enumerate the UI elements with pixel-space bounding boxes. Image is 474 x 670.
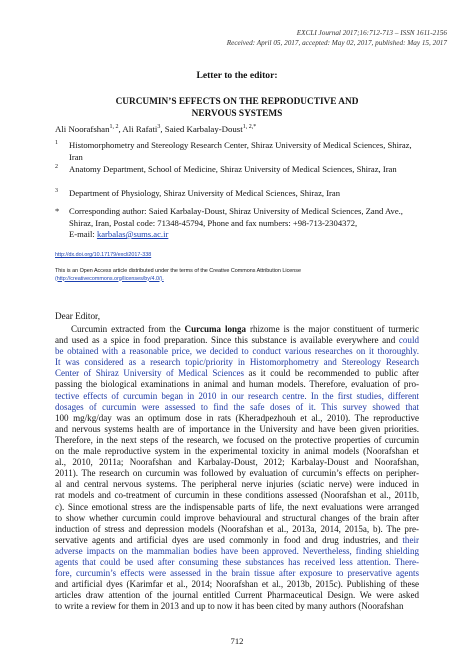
body-text-run: 100 mg/kg/day was an optimum dose in rats (Kheradpezhouh et al., 2010). The reproductive [55, 412, 419, 423]
body-text-run: induction of stress and depression models (Noorafshan et al., 2013a, 2014, 2015a, b). The pre- [55, 523, 419, 534]
body-line [55, 435, 419, 446]
species-name: Curcuma longa [184, 324, 247, 334]
body-line [55, 346, 419, 357]
body-line [55, 446, 419, 457]
author-list [55, 124, 256, 134]
license-link[interactable]: (http://creativecommons.org/licenses/by/4.0/). [55, 275, 164, 282]
body-line [55, 335, 419, 346]
body-text-run: to write a review for them in 2013 and up to now it has been cited by many authors (Noorafshan [55, 601, 404, 612]
body-line [55, 590, 419, 601]
journal-citation: EXCLI Journal 2017;16:712-713 – ISSN 1611-2156 [296, 29, 447, 37]
body-line [55, 557, 419, 568]
body-text-run: c). Since emotional stress are the indispensable parts of life, the next evaluations were arranged [55, 501, 419, 512]
body-text-run: agents that could be used after consuming these substances has received less attention. There- [55, 556, 419, 567]
body-line [55, 579, 419, 590]
body-text-run: Therefore, in the next steps of the research, we focused on the protective properties of curcumin [55, 434, 419, 445]
journal-header [67, 29, 447, 48]
author-affiliation-marker: 3 [157, 124, 161, 131]
author-separator: , [160, 124, 165, 134]
body-text-run: and used as a spice in food preparation. Since this substance is available everywhere and [55, 335, 399, 346]
body-text-run: their [402, 534, 419, 545]
body-line [55, 502, 419, 513]
license-notice [55, 268, 395, 283]
body-line [55, 479, 419, 490]
body-text-run: 2011). The research on curcumin was followed by evaluation of curcumin’s effects on peripher- [55, 468, 419, 479]
affiliation-number: 3 [55, 188, 58, 194]
page-number: 712 [230, 636, 244, 646]
body-text-run: rat models and co-treatment of curcumin in these conditions assessed (Noorafshan et al., 2011b, [55, 490, 419, 501]
letter-body [55, 324, 419, 612]
body-line [55, 490, 419, 501]
title-line-1: CURCUMIN’S EFFECTS ON THE REPRODUCTIVE AND [115, 97, 359, 107]
body-text-run: could [398, 335, 419, 346]
body-text-run: be obtained with a reasonable price, we decided to conduct various researches on it thoroughly. [55, 346, 419, 357]
affiliation-number: 2 [55, 164, 58, 170]
author-name: Ali Rafati [122, 124, 158, 134]
author-name: Saied Karbalay-Doust [164, 124, 243, 134]
body-line [55, 568, 419, 579]
license-text: This is an Open Access article distributed under the terms of the Creative Commons Attribution License [55, 268, 301, 274]
body-line [55, 391, 419, 402]
correspondence-marker: * [55, 206, 60, 216]
body-text-run: al., 2010, 2011a; Noorafshan and Karbalay-Doust, 2012; Karbalay-Doust and Noorafshan, [55, 457, 419, 468]
body-line [55, 402, 419, 413]
author-name: Ali Noorafshan [55, 124, 110, 134]
body-text-run: dosages of curcumin were assessed to find the safe doses of it. This survey showed that [55, 401, 419, 412]
salutation: Dear Editor, [55, 311, 101, 321]
body-line [55, 546, 419, 557]
body-text-run: passing the biological examinations in animal and human models. Therefore, evaluation of pro- [55, 379, 419, 390]
body-text-run: to show whether curcumin could improve behavioural and structural changes of the brain after [55, 512, 419, 523]
email-label: E-mail: [69, 229, 95, 239]
body-text-run: on the male reproductive system in the experimental toxicity in animal models (Noorafshan et [55, 446, 419, 457]
body-text-run: al and central nervous systems. The peripheral nerve injuries (sciatic nerve) were induced in [55, 479, 419, 490]
letter-heading: Letter to the editor: [196, 70, 278, 81]
body-line [55, 324, 419, 335]
body-line [55, 535, 419, 546]
body-text-run: adverse impacts on the mammalian bodies have been approved. Nevertheless, finding shielding [55, 545, 419, 556]
body-text-run: Curcumin extracted from the [71, 324, 185, 334]
author-affiliation-marker: 1, 2,* [242, 124, 257, 131]
author-separator: , [118, 124, 123, 134]
journal-dates: Received: April 05, 2017, accepted: May 02, 2017, published: May 15, 2017 [226, 38, 447, 47]
author-affiliation-marker: 1, 2 [109, 124, 119, 131]
body-text-run: fore, curcumin’s effects were assessed in the brain tissue after exposure to preservative agents [55, 568, 419, 579]
title-line-2: NERVOUS SYSTEMS [191, 109, 283, 119]
doi-link[interactable]: http://dx.doi.org/10.17179/excli2017-338 [55, 252, 152, 258]
body-line [55, 524, 419, 535]
body-line [55, 457, 419, 468]
affiliation-text: Histomorphometry and Stereology Research Center, Shiraz University of Medical Sciences, Shiraz, Iran [69, 140, 412, 162]
correspondence-block [69, 206, 419, 241]
correspondence-text: Corresponding author: Saied Karbalay-Doust, Shiraz University of Medical Sciences, Zand Ave., Shiraz, Iran, Postal code: 71348-45794, Phone and fax numbers: +98-713-2304372, [69, 206, 403, 228]
body-line [55, 601, 419, 612]
affiliation-text: Department of Physiology, Shiraz University of Medical Sciences, Shiraz, Iran [69, 188, 341, 198]
article-title [60, 96, 414, 120]
affiliation-number: 1 [55, 140, 58, 146]
body-line [55, 379, 419, 390]
body-text-run: servative agents and artificial dyes are used commonly in food and drug industries, and [55, 534, 403, 545]
body-line [55, 424, 419, 435]
body-line [55, 357, 419, 368]
body-text-run: It was considered as a research topic/priority in Histomorphometry and Stereology Research [55, 357, 419, 368]
body-line [55, 368, 419, 379]
body-text-run: rhizome is the major constituent of turmeric [246, 324, 419, 334]
body-text-run: and artificial dyes (Karimfar et al., 2014; Noorafshan et al., 2013b, 2015c). Publishing of these [55, 579, 419, 590]
body-line [55, 413, 419, 424]
body-line [55, 513, 419, 524]
body-text-run: Center of Shiraz University of Medical Sciences [55, 368, 245, 379]
body-text-run: articles draw attention of the journal entitled Current Pharmaceutical Design. We were asked [55, 590, 419, 601]
affiliation-text: Anatomy Department, School of Medicine, Shiraz University of Medical Sciences, Shiraz, Iran [69, 164, 397, 174]
body-text-run: as it could be recommended to public after [244, 368, 419, 379]
body-text-run: and nervous systems health are of importance in the University and have been given priorities. [55, 423, 419, 434]
body-line [55, 468, 419, 479]
body-text-run: tective effects of curcumin began in 2010 in our research centre. In the first studies, different [55, 390, 419, 401]
email-link[interactable]: karbalas@sums.ac.ir [96, 229, 169, 239]
